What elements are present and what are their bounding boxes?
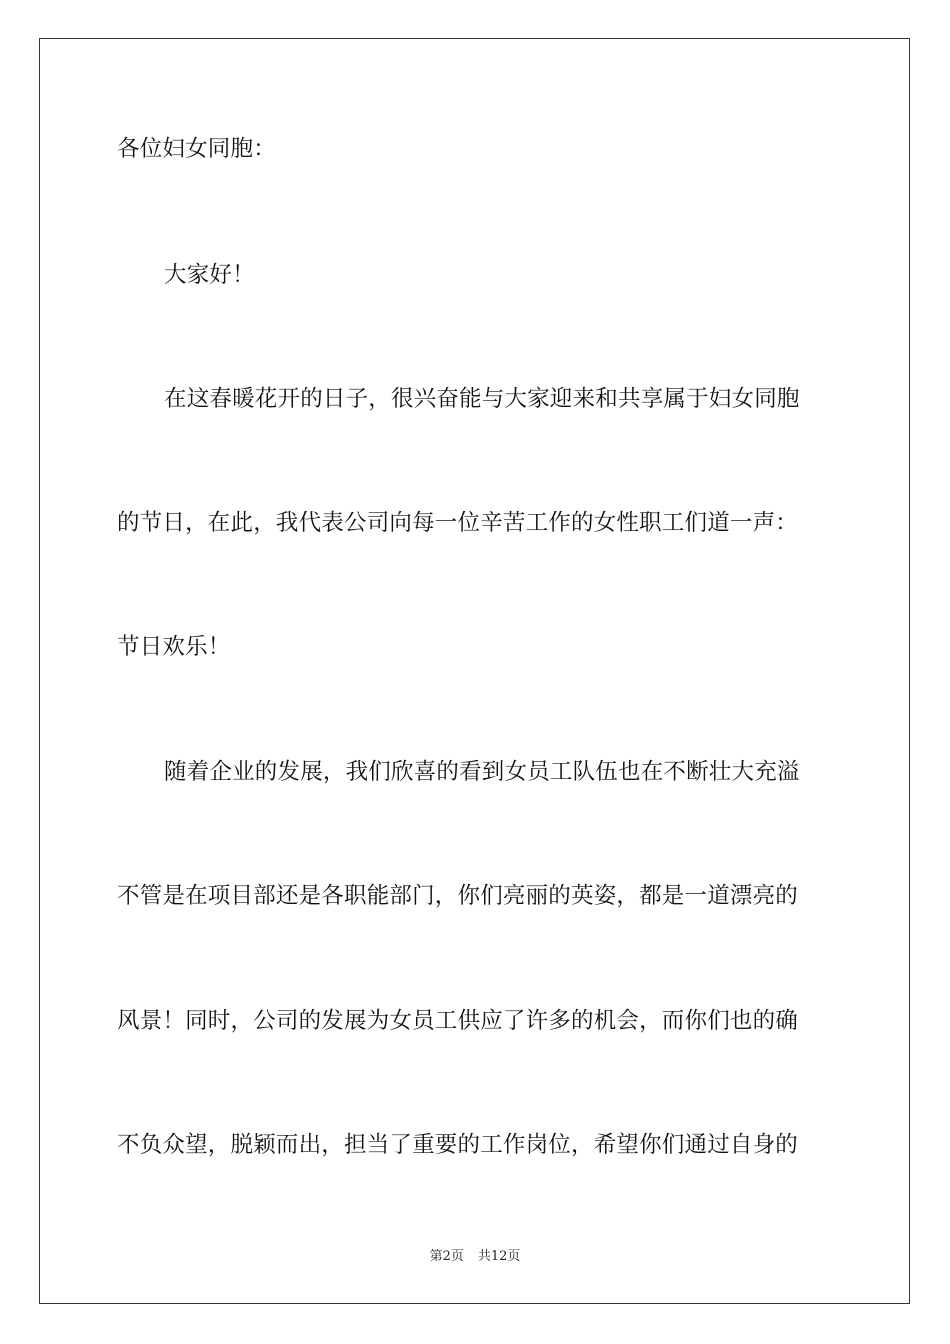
paragraph-line: 随着企业的发展，我们欣喜的看到女员工队伍也在不断壮大充溢: [164, 759, 800, 785]
page-footer: [0, 1248, 950, 1266]
salutation-line: 各位妇女同胞：: [117, 136, 276, 162]
page-border: [39, 38, 910, 1304]
paragraph-line: 的节日，在此，我代表公司向每一位辛苦工作的女性职工们道一声：: [117, 510, 799, 536]
page-total: 共12页: [477, 1249, 521, 1264]
paragraph-line: 节日欢乐！: [117, 634, 231, 660]
greeting-line: 大家好！: [164, 262, 255, 288]
paragraph-line: 不管是在项目部还是各职能部门，你们亮丽的英姿，都是一道漂亮的: [117, 883, 799, 909]
paragraph-line: 在这春暖花开的日子，很兴奋能与大家迎来和共享属于妇女同胞: [164, 386, 800, 412]
paragraph-line: 不负众望，脱颖而出，担当了重要的工作岗位，希望你们通过自身的: [117, 1132, 799, 1158]
paragraph-line: 风景！同时，公司的发展为女员工供应了许多的机会，而你们也的确: [117, 1008, 799, 1034]
page-number: 第2页: [429, 1249, 464, 1264]
